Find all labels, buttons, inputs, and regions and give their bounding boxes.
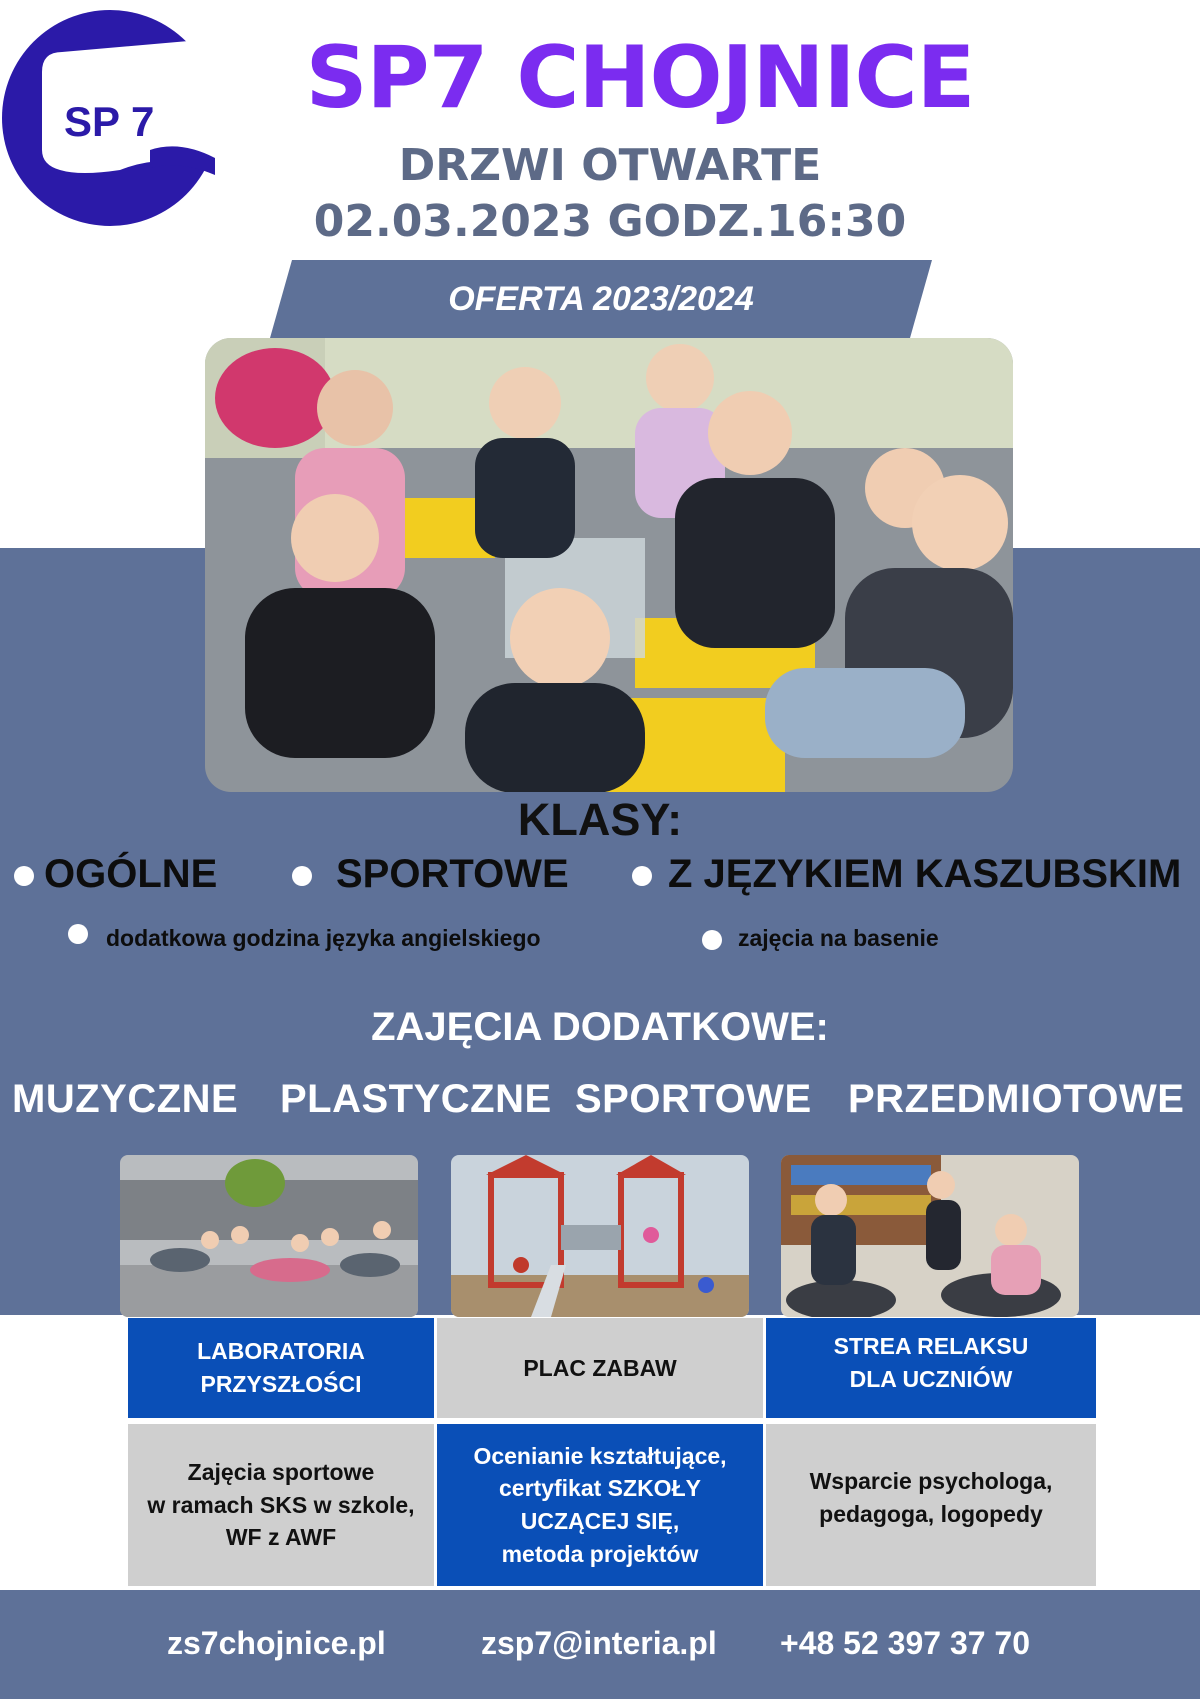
event-datetime: 02.03.2023 GODZ.16:30: [313, 196, 907, 247]
event-title: DRZWI OTWARTE: [398, 140, 822, 191]
lab-photo: [120, 1155, 418, 1317]
feature-label: PRZYSZŁOŚCI: [200, 1371, 362, 1397]
website-link[interactable]: zs7chojnice.pl: [167, 1625, 386, 1661]
page-title: SP7 CHOJNICE: [305, 28, 975, 128]
feature-label: certyfikat SZKOŁY: [499, 1475, 701, 1502]
feature-psychologist: [766, 1424, 1096, 1586]
bullet-icon: [14, 866, 34, 886]
feature-playground: [437, 1318, 763, 1418]
feature-label: Zajęcia sportowe: [187, 1459, 375, 1486]
classes-heading: KLASY:: [517, 794, 683, 845]
activity-art: PLASTYCZNE: [280, 1077, 552, 1121]
extra-swimming: zajęcia na basenie: [738, 925, 939, 951]
bullet-icon: [632, 866, 652, 886]
feature-label: pedagoga, logopedy: [819, 1501, 1043, 1527]
feature-relax-zone: [766, 1318, 1096, 1418]
activities-heading: ZAJĘCIA DODATKOWE:: [371, 1005, 829, 1049]
feature-label: metoda projektów: [501, 1540, 699, 1567]
feature-label: STREA RELAKSU: [833, 1333, 1029, 1360]
extra-english: dodatkowa godzina języka angielskiego: [106, 925, 541, 951]
activity-music: MUZYCZNE: [12, 1077, 239, 1121]
offer-label: OFERTA 2023/2024: [448, 280, 754, 318]
relax-zone-photo: [781, 1155, 1079, 1317]
feature-label: DLA UCZNIÓW: [849, 1366, 1013, 1392]
logo-text: SP 7: [64, 98, 155, 145]
feature-label: w ramach SKS w szkole,: [147, 1491, 415, 1518]
bullet-icon: [702, 930, 722, 950]
class-sports: SPORTOWE: [336, 852, 569, 896]
feature-future-labs: [128, 1318, 434, 1418]
bullet-icon: [292, 866, 312, 886]
feature-label: UCZĄCEJ SIĘ,: [520, 1508, 680, 1534]
class-general: OGÓLNE: [44, 852, 218, 896]
feature-label: LABORATORIA: [197, 1338, 365, 1365]
email-link[interactable]: zsp7@interia.pl: [481, 1625, 717, 1661]
school-logo: [0, 0, 222, 236]
activity-sports: SPORTOWE: [575, 1077, 812, 1121]
feature-sports-sks: [128, 1424, 434, 1586]
activity-subjects: PRZEDMIOTOWE: [848, 1077, 1185, 1121]
feature-label: WF z AWF: [225, 1524, 337, 1551]
feature-assessment: [437, 1424, 763, 1586]
children-playing-photo: [205, 338, 1013, 792]
playground-photo: [451, 1155, 749, 1317]
feature-label: Ocenianie kształtujące,: [473, 1442, 727, 1469]
class-kashubian: Z JĘZYKIEM KASZUBSKIM: [668, 852, 1182, 896]
feature-label: PLAC ZABAW: [523, 1354, 677, 1381]
feature-label: Wsparcie psychologa,: [809, 1468, 1053, 1495]
bullet-icon: [68, 924, 88, 944]
phone-number[interactable]: +48 52 397 37 70: [780, 1625, 1031, 1661]
